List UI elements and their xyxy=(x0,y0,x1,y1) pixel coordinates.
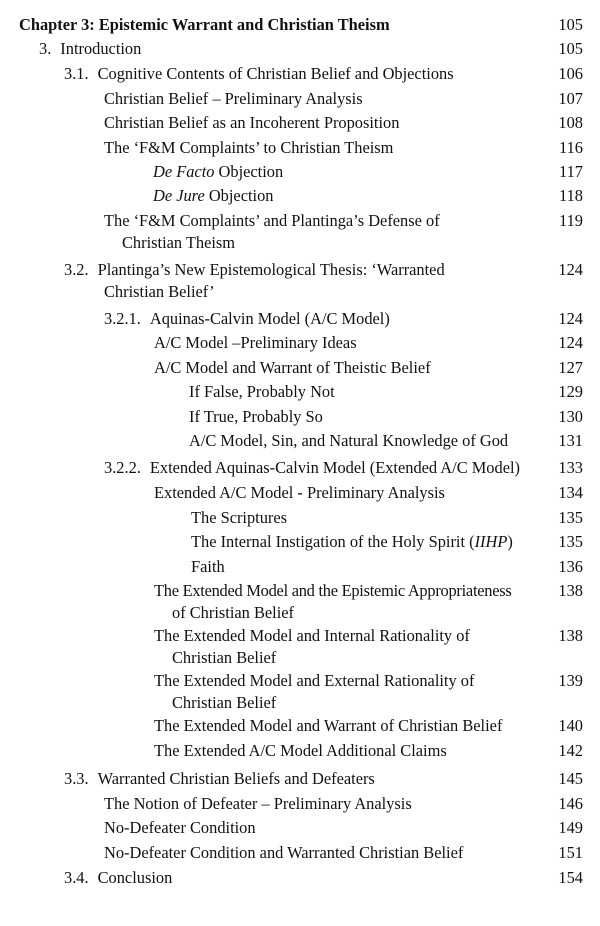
section-title: The Extended Model and Internal Rationality of xyxy=(154,626,470,645)
section-title: The Extended Model and the Epistemic Appropriateness xyxy=(154,581,512,600)
page-number: 124 xyxy=(558,309,583,328)
section-number: 3.4. xyxy=(64,868,89,887)
page-number: 146 xyxy=(558,794,583,813)
section-title: A/C Model, Sin, and Natural Knowledge of God xyxy=(189,431,509,450)
section-title-continued: of Christian Belief xyxy=(172,603,294,622)
page-number: 151 xyxy=(558,843,583,862)
chapter-title: Chapter 3: Epistemic Warrant and Christian Theism xyxy=(19,15,390,34)
toc-entry-label xyxy=(64,259,445,281)
section-title: Cognitive Contents of Christian Belief and Objections xyxy=(97,64,454,83)
page-number: 127 xyxy=(558,358,583,377)
section-title: Objection xyxy=(204,186,274,205)
page-number: 108 xyxy=(558,113,583,132)
page-number: 135 xyxy=(558,508,583,527)
page-number: 107 xyxy=(558,89,583,108)
section-number: 3. xyxy=(39,39,52,58)
section-title: A/C Model –Preliminary Ideas xyxy=(154,333,357,352)
section-title: The Extended A/C Model Additional Claims xyxy=(154,741,447,760)
toc-entry-label xyxy=(104,308,390,330)
section-title: Objection xyxy=(214,162,284,181)
section-number: 3.3. xyxy=(64,769,89,788)
page-number: 138 xyxy=(558,626,583,645)
section-title: The Extended Model and External Rationality of xyxy=(154,671,475,690)
section-title: Aquinas-Calvin Model (A/C Model) xyxy=(149,309,390,328)
section-title: The ‘F&M Complaints’ to Christian Theism xyxy=(104,138,394,157)
page-number: 117 xyxy=(559,162,583,181)
page-number: 139 xyxy=(558,671,583,690)
section-title-continued: Christian Belief’ xyxy=(104,282,215,301)
toc-entry-label xyxy=(64,768,375,790)
page-number: 124 xyxy=(558,260,583,279)
section-title: The Notion of Defeater – Preliminary Analysis xyxy=(104,794,412,813)
toc-entry-label xyxy=(64,63,454,85)
toc-entry-label xyxy=(153,161,283,183)
section-title: The Internal Instigation of the Holy Spirit ( xyxy=(191,532,475,551)
page-number: 119 xyxy=(559,211,583,230)
page-number: 133 xyxy=(558,458,583,477)
section-title: If False, Probably Not xyxy=(189,382,335,401)
page-number: 116 xyxy=(559,138,583,157)
page-number: 131 xyxy=(558,431,583,450)
section-title-italic: IIHP xyxy=(474,532,508,551)
section-title-italic: De Facto xyxy=(153,162,215,181)
toc-entry-label xyxy=(39,38,141,60)
section-title: ) xyxy=(507,532,513,551)
section-title: A/C Model and Warrant of Theistic Belief xyxy=(154,358,431,377)
toc-entry-label xyxy=(104,457,520,479)
page-number: 129 xyxy=(558,382,583,401)
page-number: 105 xyxy=(558,15,583,34)
toc-entry-label xyxy=(191,531,513,553)
section-title: The ‘F&M Complaints’ and Plantinga’s Defense of xyxy=(104,211,440,230)
page-number: 142 xyxy=(558,741,583,760)
section-number: 3.2.1. xyxy=(104,309,141,328)
page-number: 124 xyxy=(558,333,583,352)
section-title: Plantinga’s New Epistemological Thesis: ‘Warranted xyxy=(97,260,445,279)
page-number: 106 xyxy=(558,64,583,83)
page-number: 149 xyxy=(558,818,583,837)
section-title-continued: Christian Belief xyxy=(172,693,277,712)
toc-entry-label xyxy=(64,867,172,889)
page-number: 136 xyxy=(558,557,583,576)
toc-entry-label xyxy=(153,185,273,207)
section-title: The Scriptures xyxy=(191,508,288,527)
section-title-italic: De Jure xyxy=(153,186,205,205)
section-title: Introduction xyxy=(60,39,142,58)
section-title: Conclusion xyxy=(97,868,173,887)
section-title: No-Defeater Condition xyxy=(104,818,256,837)
page-number: 134 xyxy=(558,483,583,502)
section-title-continued: Christian Theism xyxy=(122,233,236,252)
page-number: 135 xyxy=(558,532,583,551)
section-title: Extended Aquinas-Calvin Model (Extended A/C Model) xyxy=(149,458,520,477)
page-number: 105 xyxy=(558,39,583,58)
page-number: 130 xyxy=(558,407,583,426)
section-title: The Extended Model and Warrant of Christian Belief xyxy=(154,716,503,735)
section-title: Faith xyxy=(191,557,225,576)
section-number: 3.1. xyxy=(64,64,89,83)
page-number: 118 xyxy=(559,186,583,205)
page-number: 145 xyxy=(558,769,583,788)
section-title: Christian Belief – Preliminary Analysis xyxy=(104,89,363,108)
section-title: Extended A/C Model - Preliminary Analysis xyxy=(154,483,445,502)
page-number: 138 xyxy=(558,581,583,600)
section-title: Warranted Christian Beliefs and Defeaters xyxy=(97,769,375,788)
page-number: 140 xyxy=(558,716,583,735)
section-title: Christian Belief as an Incoherent Proposition xyxy=(104,113,400,132)
section-title-continued: Christian Belief xyxy=(172,648,277,667)
page-number: 154 xyxy=(558,868,583,887)
section-title: No-Defeater Condition and Warranted Christian Belief xyxy=(104,843,464,862)
section-number: 3.2. xyxy=(64,260,89,279)
section-number: 3.2.2. xyxy=(104,458,141,477)
section-title: If True, Probably So xyxy=(189,407,323,426)
